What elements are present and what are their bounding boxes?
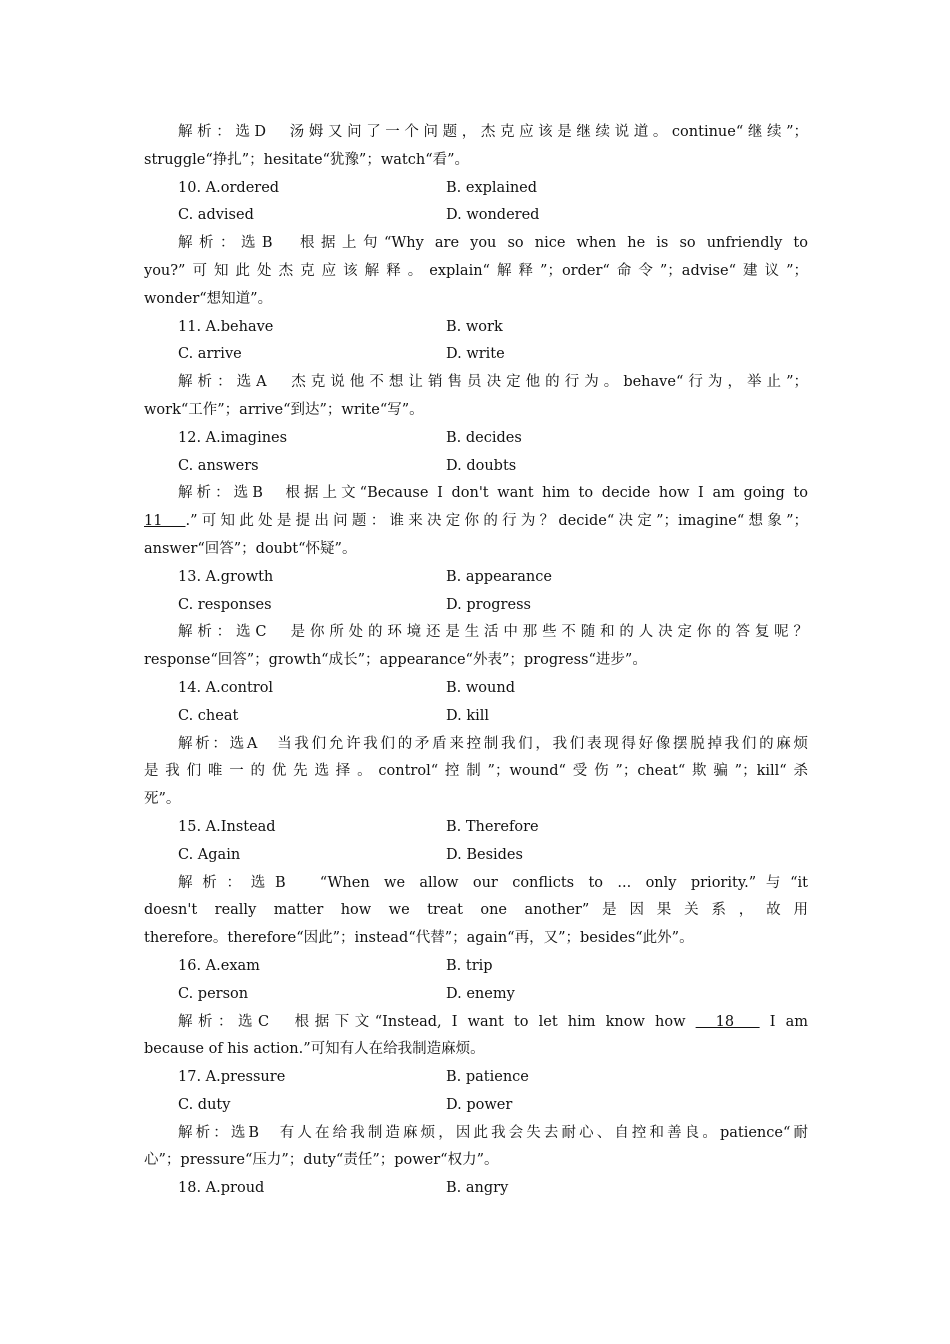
option-a: C. advised <box>178 207 254 224</box>
explanation-line: 解析：选D 汤姆又问了一个问题，杰克应该是继续说道。continue“继续”； <box>178 124 808 140</box>
option-b: D. doubts <box>446 457 517 474</box>
option-a: C. person <box>178 985 249 1002</box>
option-a: 14. A.control <box>178 679 274 696</box>
line-text: .”可知此处是提出问题：谁来决定你的行为？decide“决定”；imagine“想象”； <box>185 513 808 530</box>
option-a: 16. A.exam <box>178 957 260 974</box>
line-text: 解析：选C 根据下文“Instead, I want to let him know how <box>178 1013 696 1030</box>
explanation-line: response“回答”；growth“成长”；appearance“外表”；progress“进步”。 <box>144 652 647 669</box>
document-page <box>144 119 808 1203</box>
option-a: 17. A.pressure <box>178 1069 286 1086</box>
explanation-line: doesn't really matter how we treat one another”是因果关系，故用 <box>144 902 808 919</box>
option-a: C. responses <box>178 596 272 613</box>
option-b: B. Therefore <box>446 818 539 835</box>
explanation-line: work“工作”；arrive“到达”；write“写”。 <box>144 401 424 418</box>
option-a: 10. A.ordered <box>178 179 280 196</box>
option-row <box>144 814 808 842</box>
explanation-line: because of his action.”可知有人在给我制造麻烦。 <box>144 1041 485 1058</box>
explanation-line <box>144 1009 808 1037</box>
option-a: 18. A.proud <box>178 1180 265 1197</box>
option-a: C. cheat <box>178 707 239 724</box>
option-b: D. enemy <box>446 985 515 1002</box>
option-b: B. work <box>446 318 503 335</box>
option-row <box>144 341 808 369</box>
option-b: D. kill <box>446 707 490 724</box>
option-b: D. wondered <box>446 207 540 224</box>
explanation-line: 解析：选A 杰克说他不想让销售员决定他的行为。behave“行为，举止”； <box>178 374 808 391</box>
option-row <box>144 842 808 870</box>
blank-number: 11 <box>144 513 186 530</box>
option-b: B. appearance <box>446 568 552 585</box>
explanation-line: 解析：选B 根据上文“Because I don't want him to decide how I am going to <box>178 485 808 502</box>
explanation-line: 死”。 <box>144 791 181 808</box>
option-row <box>144 592 808 620</box>
option-b: B. trip <box>446 957 493 974</box>
option-row <box>144 675 808 703</box>
line-text: I am <box>759 1013 808 1030</box>
option-row <box>144 1092 808 1120</box>
option-a: 12. A.imagines <box>178 429 288 446</box>
explanation-line <box>144 508 808 536</box>
explanation-line: you?”可知此处杰克应该解释。explain“解释”；order“命令”；advise“建议”； <box>144 262 808 279</box>
option-a: 13. A.growth <box>178 568 274 585</box>
option-a: 11. A.behave <box>178 318 274 335</box>
option-b: D. Besides <box>446 846 523 863</box>
explanation-line: therefore。therefore“因此”；instead“代替”；again“再，又”；besides“此外”。 <box>144 930 694 947</box>
option-row <box>144 425 808 453</box>
option-row <box>144 703 808 731</box>
option-b: D. power <box>446 1096 513 1113</box>
option-row <box>144 1064 808 1092</box>
option-row <box>144 453 808 481</box>
explanation-line: 解析：选B 根据上句“Why are you so nice when he is so unfriendly to <box>178 235 808 252</box>
explanation-line: 心”；pressure“压力”；duty“责任”；power“权力”。 <box>144 1152 499 1169</box>
option-row <box>144 564 808 592</box>
option-b: B. explained <box>446 179 538 196</box>
option-a: C. arrive <box>178 346 242 363</box>
option-b: D. progress <box>446 596 531 613</box>
option-b: B. decides <box>446 429 522 446</box>
option-b: D. write <box>446 346 505 363</box>
explanation-line: answer“回答”；doubt“怀疑”。 <box>144 540 357 557</box>
option-row <box>144 953 808 981</box>
explanation-line: struggle“挣扎”；hesitate“犹豫”；watch“看”。 <box>144 151 470 168</box>
option-row <box>144 981 808 1009</box>
option-b: B. wound <box>446 679 515 696</box>
option-a: C. duty <box>178 1096 231 1113</box>
option-b: B. angry <box>446 1180 509 1197</box>
option-row <box>144 202 808 230</box>
option-a: C. Again <box>178 846 241 863</box>
explanation-line: wonder“想知道”。 <box>144 290 273 307</box>
option-a: C. answers <box>178 457 259 474</box>
explanation-line: 解析：选B 有人在给我制造麻烦，因此我会失去耐心、自控和善良。patience“耐 <box>178 1124 808 1141</box>
option-a: 15. A.Instead <box>178 818 276 835</box>
option-row <box>144 175 808 203</box>
option-row <box>144 1175 808 1203</box>
explanation-line: 是我们唯一的优先选择。control“控制”；wound“受伤”；cheat“欺骗”；kill“杀 <box>144 763 808 780</box>
option-b: B. patience <box>446 1069 529 1086</box>
explanation-line: 解析：选C 是你所处的环境还是生活中那些不随和的人决定你的答复呢？ <box>178 624 808 641</box>
blank-number: 18 <box>695 1013 760 1030</box>
explanation-line: 解析：选A 当我们允许我们的矛盾来控制我们，我们表现得好像摆脱掉我们的麻烦 <box>178 735 808 752</box>
explanation-line: 解析：选B “When we allow our conflicts to ... only priority.”与“it <box>178 874 808 891</box>
option-row <box>144 314 808 342</box>
